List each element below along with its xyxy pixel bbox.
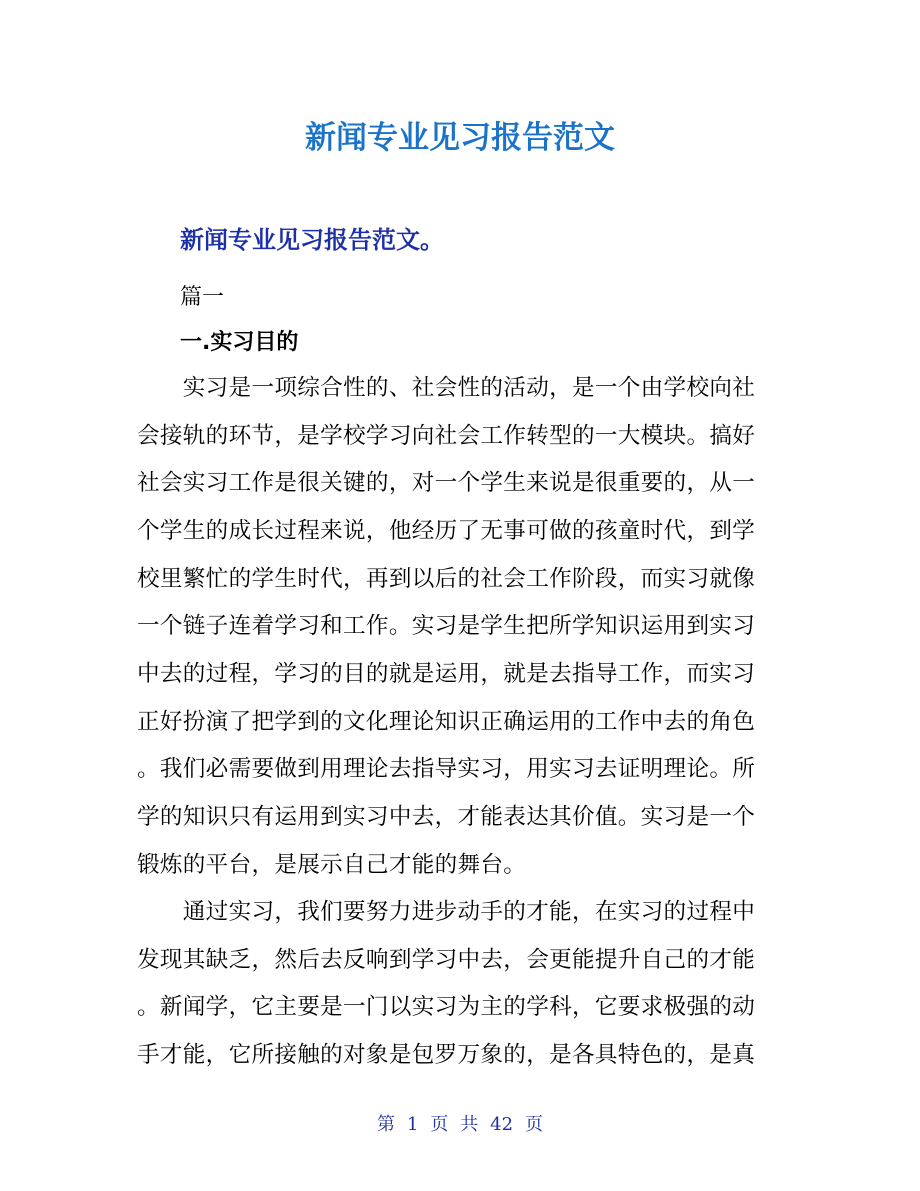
footer-prefix: 第 (376, 1114, 395, 1135)
body-line: 手才能，它所接触的对象是包罗万象的，是各具特色的，是真 (137, 1042, 756, 1068)
body-line: 校里繁忙的学生时代，再到以后的社会工作阶段，而实习就像 (137, 566, 756, 592)
footer-total-pages: 42 (490, 1114, 514, 1135)
footer-suffix: 页 (525, 1114, 544, 1135)
body-line: 通过实习，我们要努力进步动手的才能，在实习的过程中 (137, 899, 756, 925)
page-title: 新闻专业见习报告范文 (305, 120, 615, 156)
body-line: 会接轨的环节，是学校学习向社会工作转型的一大模块。搞好 (137, 423, 756, 449)
body-line: 正好扮演了把学到的文化理论知识正确运用的工作中去的角色 (137, 709, 756, 735)
section-heading: 一.实习目的 (180, 330, 299, 355)
page-footer (0, 1112, 920, 1138)
body-line: 学的知识只有运用到实习中去，才能表达其价值。实习是一个 (137, 804, 756, 830)
body-line: 锻炼的平台，是展示自己才能的舞台。 (137, 852, 527, 878)
body-line: 实习是一项综合性的、社会性的活动，是一个由学校向社 (137, 375, 756, 401)
chapter-label: 篇一 (180, 285, 225, 310)
body-line: 个学生的成长过程来说，他经历了无事可做的孩童时代，到学 (137, 518, 756, 544)
body-line: 社会实习工作是很关键的，对一个学生来说是很重要的，从一 (137, 470, 756, 496)
footer-page-number: 1 (406, 1114, 419, 1135)
body-line: 。新闻学，它主要是一门以实习为主的学科，它要求极强的动 (137, 994, 756, 1020)
body-line: 。我们必需要做到用理论去指导实习，用实习去证明理论。所 (137, 756, 756, 782)
body-line: 发现其缺乏，然后去反响到学习中去，会更能提升自己的才能 (137, 947, 756, 973)
footer-mid: 页 共 (430, 1114, 479, 1135)
body-line: 中去的过程，学习的目的就是运用，就是去指导工作，而实习 (137, 661, 756, 687)
body-line: 一个链子连着学习和工作。实习是学生把所学知识运用到实习 (137, 613, 756, 639)
document-subtitle: 新闻专业见习报告范文。 (180, 226, 444, 254)
